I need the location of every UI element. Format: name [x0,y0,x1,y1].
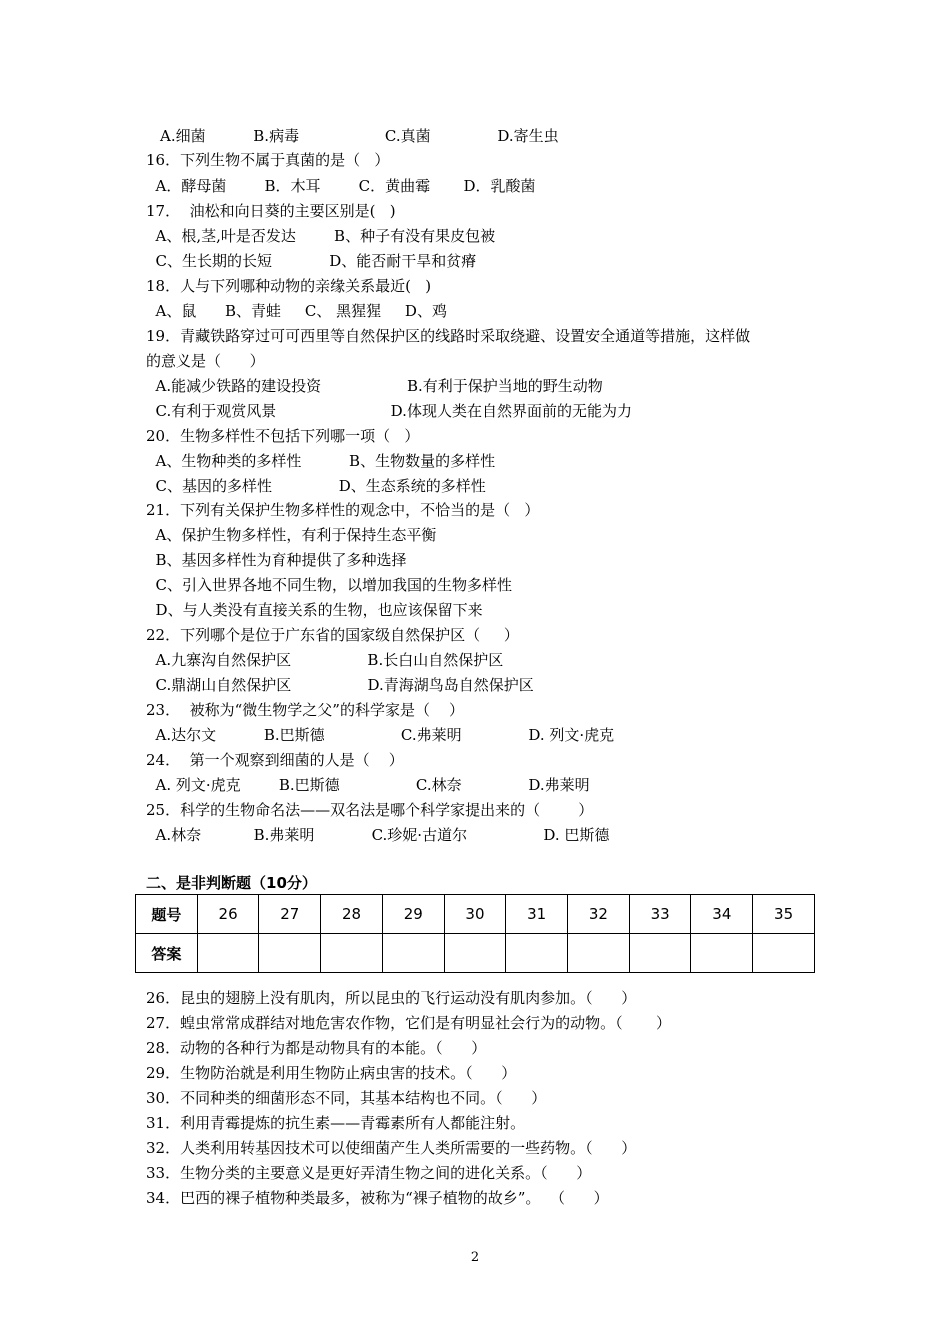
q21-option-b: B、基因多样性为育种提供了多种选择 [146,551,407,569]
answer-cell[interactable] [259,934,321,973]
table-cell-number: 34 [691,895,753,934]
statement-28: 28．动物的各种行为都是动物具有的本能。（ ） [146,1039,487,1057]
table-header-answer: 答案 [136,934,198,973]
q20-stem: 20．生物多样性不包括下列哪一项（ ） [146,427,420,445]
answer-cell[interactable] [197,934,259,973]
q21-option-a: A、保护生物多样性，有利于保持生态平衡 [146,526,437,544]
statement-34: 34．巴西的裸子植物种类最多，被称为“裸子植物的故乡”。 （ ） [146,1189,609,1207]
q23-stem: 23． 被称为“微生物学之父”的科学家是（ ） [146,701,465,719]
q19-options-cd: C.有利于观赏风景 D.体现人类在自然界面前的无能为力 [146,402,632,420]
q17-stem: 17． 油松和向日葵的主要区别是( ) [146,202,396,220]
q16-options: A．酵母菌 B．木耳 C．黄曲霉 D．乳酸菌 [146,177,536,195]
q24-options: A. 列文·虎克 B.巴斯德 C.林奈 D.弗莱明 [146,776,590,794]
statement-29: 29．生物防治就是利用生物防止病虫害的技术。（ ） [146,1064,517,1082]
answer-cell[interactable] [691,934,753,973]
q19-options-ab: A.能减少铁路的建设投资 B.有利于保护当地的野生动物 [146,377,603,395]
answer-cell[interactable] [629,934,691,973]
q21-option-d: D、与人类没有直接关系的生物，也应该保留下来 [146,601,483,619]
statement-31: 31．利用青霉提炼的抗生素——青霉素所有人都能注射。 [146,1114,526,1132]
table-cell-number: 30 [444,895,506,934]
answer-cell[interactable] [382,934,444,973]
answer-cell[interactable] [321,934,383,973]
statement-27: 27．蝗虫常常成群结对地危害农作物，它们是有明显社会行为的动物。（ ） [146,1014,671,1032]
statement-26: 26．昆虫的翅膀上没有肌肉，所以昆虫的飞行运动没有肌肉参加。（ ） [146,989,637,1007]
table-cell-number: 29 [382,895,444,934]
q16-stem: 16．下列生物不属于真菌的是（ ） [146,151,390,169]
q20-options-ab: A、生物种类的多样性 B、生物数量的多样性 [146,452,496,470]
statement-32: 32．人类利用转基因技术可以使细菌产生人类所需要的一些药物。（ ） [146,1139,637,1157]
q25-stem: 25．科学的生物命名法——双名法是哪个科学家提出来的（ ） [146,801,594,819]
table-row [136,934,815,973]
table-cell-number: 32 [568,895,630,934]
q17-options-ab: A、根,茎,叶是否发达 B、种子有没有果皮包被 [146,227,496,245]
table-row [136,895,815,934]
section-title: 二、是非判断题（10分） [146,874,317,892]
q22-stem: 22．下列哪个是位于广东省的国家级自然保护区（ ） [146,626,519,644]
answer-table [135,894,815,973]
q19-stem: 19．青藏铁路穿过可可西里等自然保护区的线路时采取绕避、设置安全通道等措施，这样做 [146,327,751,345]
q24-stem: 24． 第一个观察到细菌的人是（ ） [146,751,404,769]
statement-33: 33．生物分类的主要意义是更好弄清生物之间的进化关系。（ ） [146,1164,592,1182]
answer-cell[interactable] [568,934,630,973]
q22-options-ab: A.九寨沟自然保护区 B.长白山自然保护区 [146,651,504,669]
q21-stem: 21．下列有关保护生物多样性的观念中，不恰当的是（ ） [146,501,540,519]
table-cell-number: 27 [259,895,321,934]
table-cell-number: 35 [753,895,815,934]
answer-cell[interactable] [444,934,506,973]
table-cell-number: 31 [506,895,568,934]
q25-options: A.林奈 B.弗莱明 C.珍妮·古道尔 D. 巴斯德 [146,826,610,844]
table-header-number: 题号 [136,895,198,934]
table-cell-number: 28 [321,895,383,934]
q22-options-cd: C.鼎湖山自然保护区 D.青海湖鸟岛自然保护区 [146,676,534,694]
statement-30: 30．不同种类的细菌形态不同，其基本结构也不同。（ ） [146,1089,547,1107]
answer-cell[interactable] [506,934,568,973]
q23-options: A.达尔文 B.巴斯德 C.弗莱明 D. 列文·虎克 [146,726,615,744]
q20-options-cd: C、基因的多样性 D、生态系统的多样性 [146,477,486,495]
answer-cell[interactable] [753,934,815,973]
q21-option-c: C、引入世界各地不同生物，以增加我国的生物多样性 [146,576,513,594]
q18-stem: 18．人与下列哪种动物的亲缘关系最近( ) [146,277,432,295]
q18-options: A、鼠 B、青蛙 C、 黑猩猩 D、鸡 [146,302,447,320]
page-number: 2 [470,1250,480,1265]
q19-stem-cont: 的意义是（ ） [146,352,265,370]
q15-options: A.细菌 B.病毒 C.真菌 D.寄生虫 [160,127,559,145]
table-cell-number: 26 [197,895,259,934]
table-cell-number: 33 [629,895,691,934]
q17-options-cd: C、生长期的长短 D、能否耐干旱和贫瘠 [146,252,477,270]
